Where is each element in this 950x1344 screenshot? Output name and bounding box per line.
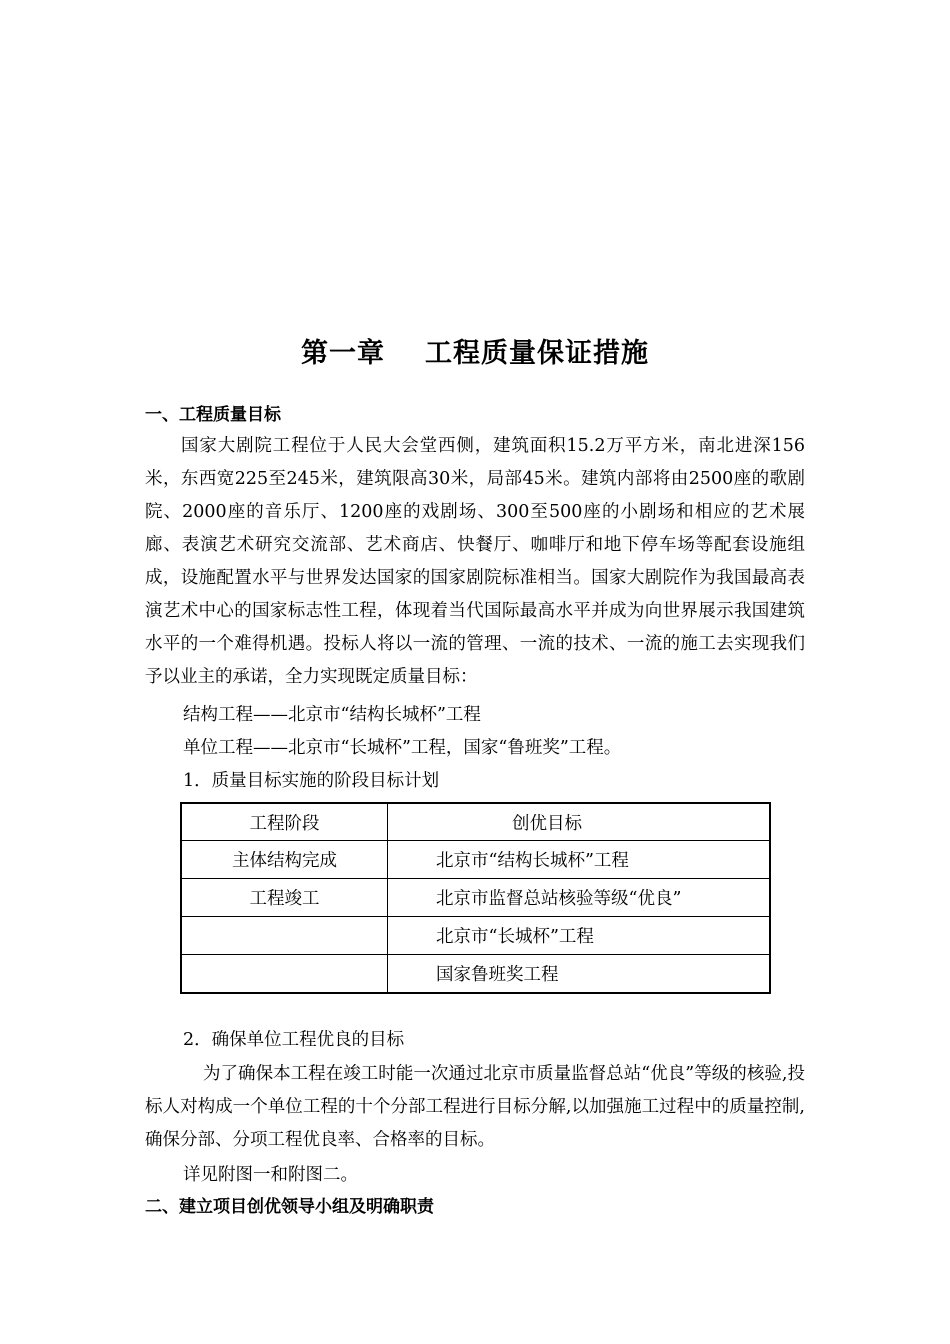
stage-goals-table [180, 802, 771, 994]
goal-unit-line: 单位工程——北京市“长城杯”工程，国家“鲁班奖”工程。 [183, 738, 622, 758]
table-row [181, 917, 770, 955]
table-cell-goal: 北京市“长城杯”工程 [388, 917, 771, 955]
intro-paragraph: 国家大剧院工程位于人民大会堂西侧，建筑面积15.2万平方米，南北进深156米，东西宽225至245米，建筑限高30米，局部45米。建筑内部将由2500座的歌剧院、2000座的音乐厅、1200座的戏剧场、300至500座的小剧场和相应的艺术展廊、表演艺术研究交流部、艺术商店、快餐厅、咖啡厅和地下停车场等配套设施组成，设施配置水平与世界发达国家的国家剧院标准相当。国家大剧院作为我国最高表演艺术中心的国家标志性工程，体现着当代国际最高水平并成为向世界展示我国建筑水平的一个难得机遇。投标人将以一流的管理、一流的技术、一流的施工去实现我们予以业主的承诺，全力实现既定质量目标： [145, 436, 805, 687]
table-row [181, 841, 770, 879]
table-cell-stage [181, 955, 388, 994]
table-header-stage: 工程阶段 [181, 803, 388, 841]
table-header-row [181, 803, 770, 841]
section-heading-leadership-group: 二、建立项目创优领导小组及明确职责 [145, 1197, 434, 1217]
chapter-name: 工程质量保证措施 [425, 338, 649, 369]
goal-structure-line: 结构工程——北京市“结构长城杯”工程 [183, 705, 481, 725]
subsection-2-title: 2．确保单位工程优良的目标 [183, 1030, 405, 1050]
subsection-1-title: 1．质量目标实施的阶段目标计划 [183, 771, 440, 791]
table-cell-stage: 工程竣工 [181, 879, 388, 917]
see-figures-line: 详见附图一和附图二。 [183, 1165, 358, 1185]
chapter-label: 第一章 [301, 338, 385, 369]
section-heading-quality-goals: 一、工程质量目标 [145, 405, 281, 425]
table-cell-stage: 主体结构完成 [181, 841, 388, 879]
table-header-goal: 创优目标 [388, 803, 771, 841]
table-cell-goal: 国家鲁班奖工程 [388, 955, 771, 994]
subsection-2-paragraph: 为了确保本工程在竣工时能一次通过北京市质量监督总站“优良”等级的核验,投标人对构成一个单位工程的十个分部工程进行目标分解,以加强施工过程中的质量控制,确保分部、分项工程优良率、合格率的目标。 [145, 1064, 805, 1150]
table-row [181, 879, 770, 917]
table-row [181, 955, 770, 994]
chapter-title [0, 334, 950, 374]
table-cell-goal: 北京市“结构长城杯”工程 [388, 841, 771, 879]
table-cell-goal: 北京市监督总站核验等级“优良” [388, 879, 771, 917]
table-cell-stage [181, 917, 388, 955]
